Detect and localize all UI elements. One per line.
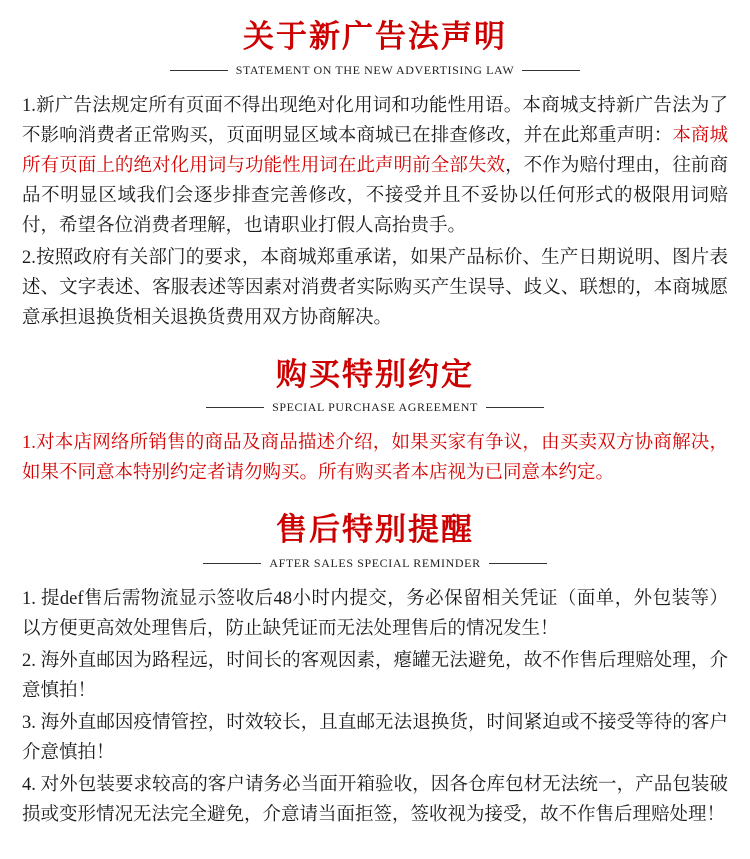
section-purchase-agreement (22, 356, 728, 490)
section-purchase-subtitle-row (22, 400, 728, 415)
section-after-sales-title-cn: 售后特别提醒 (276, 512, 474, 548)
paragraph-ad-law-1 (22, 92, 728, 242)
section-ad-law (22, 18, 728, 334)
spacer (22, 493, 728, 511)
rule-left (203, 563, 261, 564)
paragraph-after-sales-3: 3. 海外直邮因疫情管控，时效较长，且直邮无法退换货，时间紧迫或不接受等待的客户介意慎拍！ (22, 712, 728, 763)
text-run: ，不作为赔付理由，往前商品不明显区域我们会逐步排查完善修改，不接受并且不妥协以任何形式的极限用词赔付，希望各位消费者理解，也请职业打假人高抬贵手。 (22, 155, 728, 236)
rule-right (486, 407, 544, 408)
spacer (22, 338, 728, 356)
section-ad-law-title-en: STATEMENT ON THE NEW ADVERTISING LAW (235, 62, 515, 77)
section-after-sales-heading (22, 511, 728, 571)
rule-left (170, 70, 228, 71)
section-ad-law-heading (22, 18, 728, 78)
paragraph-purchase-1: 1.对本店网络所销售的商品及商品描述介绍，如果买家有争议，由买卖双方协商解决，如果不同意本特别约定者请勿购买。所有购买者本店视为已同意本约定。 (22, 433, 728, 484)
rule-left (206, 407, 264, 408)
text-run-emphasis: 本商城所有页面上的绝对化用词与功能性用词在此声明前全部失效 (22, 125, 728, 176)
paragraph-after-sales-1: 1. 提def售后需物流显示签收后48小时内提交，务必保留相关凭证（面单，外包装等）以方便更高效处理售后，防止缺凭证而无法处理售后的情况发生！ (22, 588, 728, 639)
section-purchase-heading (22, 356, 728, 416)
paragraph-ad-law-2: 2.按照政府有关部门的要求，本商城郑重承诺，如果产品标价、生产日期说明、图片表述、文字表述、客服表述等因素对消费者实际购买产生误导、歧义、联想的，本商城愿意承担退换货相关退换货费用双方协商解决。 (22, 247, 728, 328)
section-after-sales-subtitle-row (22, 556, 728, 571)
section-ad-law-subtitle-row (22, 63, 728, 78)
paragraph-after-sales-4: 4. 对外包装要求较高的客户请务必当面开箱验收，因各仓库包材无法统一，产品包装破损或变形情况无法完全避免，介意请当面拒签，签收视为接受，故不作售后理赔处理！ (22, 774, 728, 825)
text-run: 1.新广告法规定所有页面不得出现绝对化用词和功能性用语。本商城支持新广告法为了不影响消费者正常购买，页面明显区域本商城已在排查修改，并在此郑重声明： (22, 95, 728, 146)
rule-right (522, 70, 580, 71)
section-after-sales-title-en: AFTER SALES SPECIAL REMINDER (269, 555, 481, 570)
section-purchase-title-cn: 购买特别约定 (276, 356, 474, 392)
paragraph-after-sales-2: 2. 海外直邮因为路程远，时间长的客观因素，瘪罐无法避免，故不作售后理赔处理，介意慎拍！ (22, 650, 728, 701)
section-purchase-title-en: SPECIAL PURCHASE AGREEMENT (272, 400, 478, 415)
section-after-sales (22, 511, 728, 831)
section-ad-law-title-cn: 关于新广告法声明 (243, 19, 507, 54)
rule-right (489, 563, 547, 564)
